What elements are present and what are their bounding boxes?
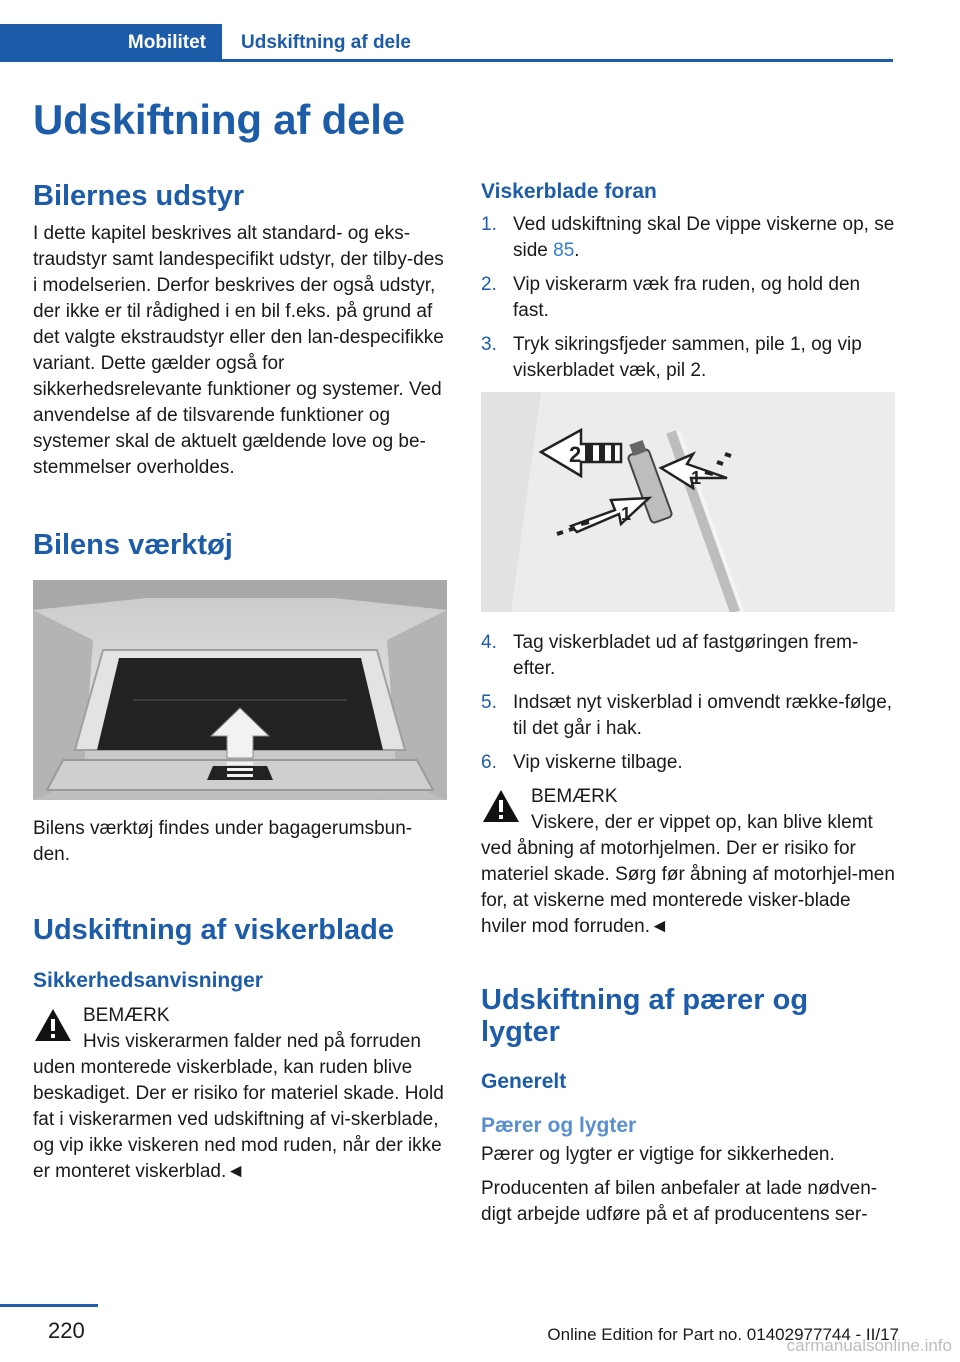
step-text: Vip viskerarm væk fra ruden, og hold den fast.: [513, 274, 861, 321]
page-number: 220: [48, 1318, 85, 1343]
warning-triangle-icon: [33, 1007, 73, 1043]
header-tab-bar: [0, 24, 893, 62]
trunk-floor-photo: [33, 580, 447, 800]
bulbs-text-1: Pærer og lygter er vigtige for sikkerheden.: [481, 1144, 835, 1165]
step-number: 5.: [481, 692, 497, 713]
list-item: [481, 630, 895, 682]
step-text: Indsæt nyt viskerblad i omvendt række-følge, til det går i hak.: [513, 692, 893, 739]
step-text: Tryk sikringsfjeder sammen, pile 1, og vip viskerbladet væk, pil 2.: [513, 334, 862, 381]
bulbs-text-2: Producenten af bilen anbefaler at lade nødven-digt arbejde udføre på et af producentens ser-: [481, 1178, 878, 1225]
tab-mobilitet[interactable]: Mobilitet: [0, 24, 222, 62]
list-item: [481, 212, 895, 264]
warning-box: [481, 784, 895, 940]
arrow-label: 2: [569, 442, 582, 467]
bulbs-sub-heading: Pærer og lygter: [481, 1114, 637, 1137]
header-rule: [0, 59, 893, 62]
left-column: [33, 180, 447, 1185]
list-item: [481, 272, 895, 324]
arrow-label: 1: [691, 468, 702, 488]
step-text: Tag viskerbladet ud af fastgøringen frem-efter.: [513, 632, 859, 679]
equipment-text: I dette kapitel beskrives alt standard- og eks-traudstyr samt landespecifikt udstyr, der tilby-des i modelserien. Derfor beskrives der også udstyr, der ikke er til rådighed i en bil f.eks. på grund af det valgte ekstraudstyr eller den lan-despecifikke variant. Dette gælder også for sikkerhedsrelevante funktioner og systemer. Ved anvendelse af de tilsvarende funktioner og systemer skal de aktuelt gældende love og be-stemmelser overholdes.: [33, 223, 444, 478]
list-item: [481, 332, 895, 384]
step-text: Ved udskiftning skal De vippe viskerne op, se side: [513, 214, 895, 261]
watermark: carmanualsonline.info: [786, 1336, 952, 1355]
warning-title: BEMÆRK: [83, 1005, 170, 1026]
tab-udskiftning-af-dele[interactable]: Udskiftning af dele: [241, 32, 411, 53]
page-title: Udskiftning af dele: [33, 96, 405, 143]
warning-text: Hvis viskerarmen falder ned på forruden uden monterede viskerblade, kan ruden blive beskadiget. Der er risiko for materiel skade. Hold fat i viskerarmen ved udskiftning af vi-skerblade, og vip ikke viskeren ned mod ruden, når der ikke er monteret viskerblad.◄: [33, 1031, 444, 1182]
wiper-heading: Udskiftning af viskerblade: [33, 914, 394, 946]
page-link[interactable]: 85: [553, 240, 575, 261]
step-text-tail: .: [574, 240, 580, 261]
step-number: 4.: [481, 632, 497, 653]
steps-list-a: [481, 212, 895, 384]
step-number: 6.: [481, 752, 497, 773]
safety-heading: Sikkerhedsanvisninger: [33, 969, 263, 992]
warning-title: BEMÆRK: [531, 786, 618, 807]
list-item: [481, 690, 895, 742]
step-number: 3.: [481, 334, 497, 355]
step-number: 1.: [481, 214, 497, 235]
general-heading: Generelt: [481, 1070, 567, 1093]
tools-text: Bilens værktøj findes under bagagerumsbun-den.: [33, 818, 413, 865]
step-text: Vip viskerne tilbage.: [513, 752, 683, 773]
warning-triangle-icon: [481, 788, 521, 824]
arrow-label: 1: [621, 504, 632, 524]
right-column: [481, 180, 895, 1228]
tools-heading: Bilens værktøj: [33, 529, 233, 561]
steps-list-b: [481, 630, 895, 776]
list-item: [481, 750, 895, 776]
front-wiper-heading: Viskerblade foran: [481, 180, 657, 203]
footer-rule: [0, 1304, 98, 1307]
edition-text: Online Edition for Part no. 01402977744 - II/17: [547, 1325, 899, 1344]
warning-box: [33, 1003, 447, 1185]
step-number: 2.: [481, 274, 497, 295]
equipment-heading: Bilernes udstyr: [33, 180, 245, 212]
warning-text: Viskere, der er vippet op, kan blive klemt ved åbning af motorhjelmen. Der er risiko for materiel skade. Sørg før åbning af motorhjel-men for, at viskerne med monterede visker-blade hviler mod forruden.◄: [481, 812, 895, 937]
bulbs-heading: Udskiftning af pærer og lygter: [481, 984, 809, 1048]
wiper-blade-diagram: [481, 392, 895, 612]
